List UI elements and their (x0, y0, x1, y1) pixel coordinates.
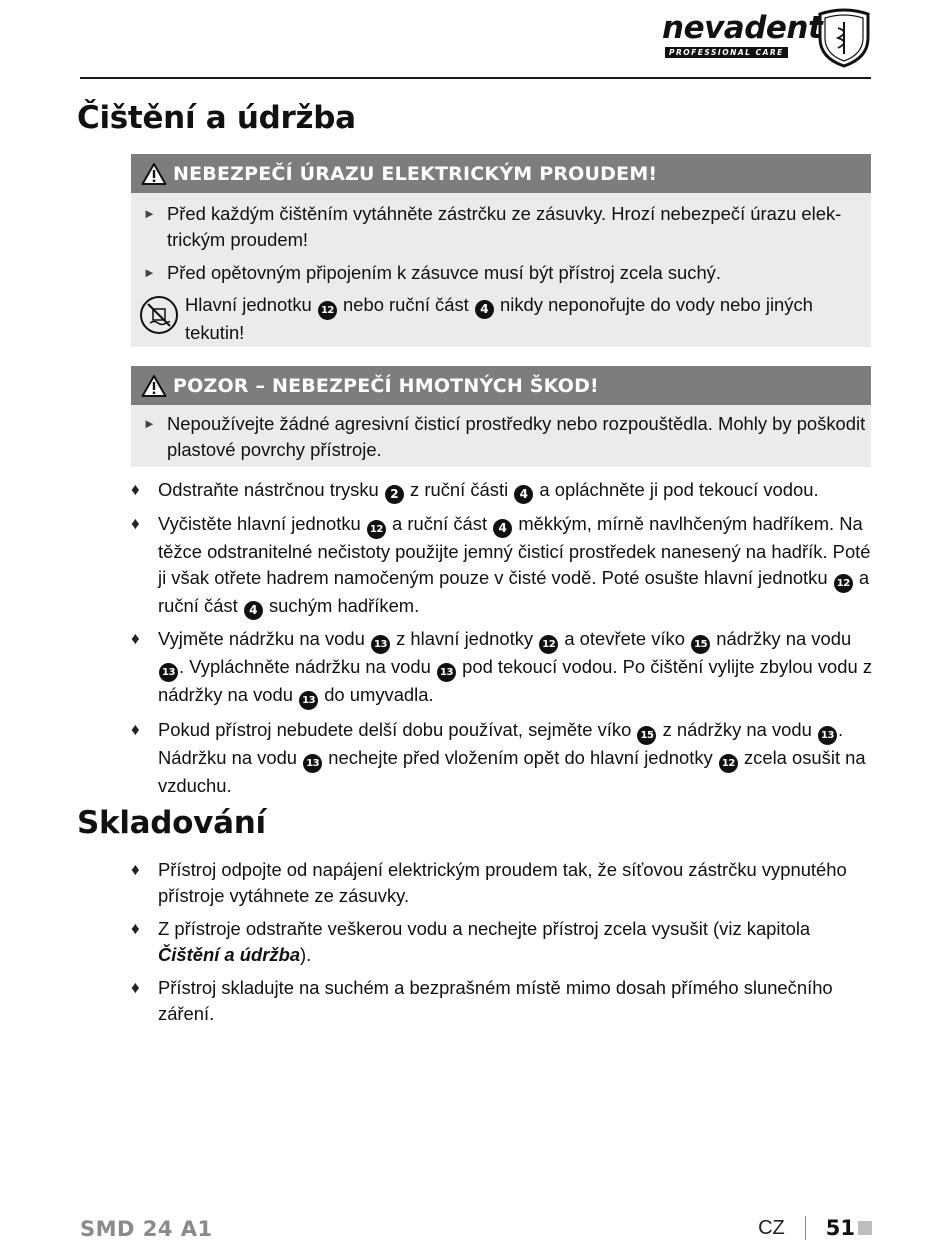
list-item: ♦ Přístroj odpojte od napájení elektrickým proudem tak, že síťovou zástrčku vypnutého přístroje vytáhnete ze zásuvky. (131, 859, 847, 907)
header-divider (80, 77, 871, 79)
list-item: ♦ Vyjměte nádržku na vodu 13 z hlavní jednotky 12 a otevřete víko 15 nádržky na vodu 13 . Vypláchněte nádržku na vodu 13 pod tekoucí vodou. Po čištění vylijte zbylou vodu z nádržky na vodu 13 do umyvadla. (131, 626, 876, 710)
warning-item-text: Před opětovným připojením k zásuvce musí být přístroj zcela suchý. (167, 262, 721, 283)
warning-item (131, 411, 871, 463)
list-item: ♦ Přístroj skladujte na suchém a bezprašném místě mimo dosah přímého slunečního záření. (131, 977, 833, 1025)
list-item: ♦ Odstraňte nástrčnou trysku 2 z ruční části 4 a opláchněte ji pod tekoucí vodou. (131, 477, 876, 504)
ref-number: 2 (385, 485, 404, 504)
ref-number: 13 (437, 663, 456, 682)
diamond-bullet-icon: ♦ (131, 719, 140, 739)
warning-header (131, 366, 871, 405)
warning-triangle-icon (141, 162, 167, 186)
ref-number: 12 (719, 754, 738, 773)
warning-item-text: Před každým čištěním vytáhněte zástrčku ze zásuvky. Hrozí nebezpečí úrazu elek-trickým proudem! (167, 203, 842, 250)
no-immersion-icon (139, 295, 179, 335)
warning-header (131, 154, 871, 193)
ref-number: 4 (493, 519, 512, 538)
diamond-bullet-icon: ♦ (131, 629, 140, 649)
warning-box-damage (131, 366, 871, 467)
warning-item-text: Nepoužívejte žádné agresivní čisticí prostředky nebo rozpouštědla. Mohly by poškodit plastové povrchy přístroje. (167, 413, 866, 460)
ref-number: 12 (834, 574, 853, 593)
diamond-bullet-icon: ♦ (131, 860, 140, 879)
ref-number: 4 (244, 601, 263, 620)
ref-number: 15 (691, 635, 710, 654)
warning-triangle-icon (141, 374, 167, 398)
ref-number: 13 (299, 691, 318, 710)
list-item: ♦ Pokud přístroj nebudete delší dobu používat, sejměte víko 15 z nádržky na vodu 13 . Nádržku na vodu 13 nechejte před vložením opět do hlavní jednotky 12 zcela osušit na vzduchu. (131, 718, 866, 796)
diamond-bullet-icon: ♦ (131, 480, 140, 499)
brand-logo (662, 8, 872, 70)
ref-number: 12 (318, 301, 337, 320)
footer-model: SMD 24 A1 (80, 1217, 213, 1241)
footer-pagination (758, 1216, 872, 1240)
warning-box-electric (131, 154, 871, 347)
section-title-cleaning: Čištění a údržba (77, 100, 356, 136)
warning-item (131, 260, 871, 286)
ref-number: 4 (475, 300, 494, 319)
ref-number: 12 (367, 520, 386, 539)
brand-tagline: PROFESSIONAL CARE (665, 47, 788, 58)
page-marker-icon (858, 1221, 872, 1235)
storage-steps-list (131, 857, 876, 1034)
ref-number: 13 (303, 754, 322, 773)
diamond-bullet-icon: ♦ (131, 978, 140, 998)
warning-item (131, 201, 871, 253)
ref-number: 12 (539, 635, 558, 654)
list-item: ♦ Z přístroje odstraňte veškerou vodu a nechejte přístroj zcela vysušit (viz kapitola Čištění a údržba). (131, 918, 811, 966)
warning-item-no-immersion: Hlavní jednotku 12 nebo ruční část 4 nikdy neponořujte do vody nebo jiných tekutin! (131, 292, 871, 346)
warning-heading: POZOR – NEBEZPEČÍ HMOTNÝCH ŠKOD! (173, 374, 599, 397)
chapter-reference: Čištění a údržba (158, 944, 301, 966)
brand-name: nevadent (662, 10, 823, 46)
page-number: 51 (825, 1216, 855, 1240)
arrow-icon: ► (143, 416, 156, 431)
list-item: ♦ Vyčistěte hlavní jednotku 12 a ruční část 4 měkkým, mírně navlhčeným hadříkem. Na těžce odstranitelné nečistoty použijte jemný čisticí prostředek nanesený na hadřík. Poté ji však otřete hadrem namočeným pouze v čisté vodě. Poté osušte hlavní jednotku 12 a ruční část 4 suchým hadříkem. (131, 511, 876, 620)
footer-language: CZ (758, 1216, 785, 1239)
footer-separator (805, 1216, 806, 1240)
ref-number: 13 (818, 726, 837, 745)
arrow-icon: ► (143, 265, 156, 280)
arrow-icon: ► (143, 206, 156, 221)
section-title-storage: Skladování (77, 805, 266, 841)
ref-number: 4 (514, 485, 533, 504)
ref-number: 15 (637, 726, 656, 745)
diamond-bullet-icon: ♦ (131, 513, 140, 533)
warning-heading: NEBEZPEČÍ ÚRAZU ELEKTRICKÝM PROUDEM! (173, 162, 658, 185)
shield-emblem-icon (816, 8, 872, 68)
cleaning-steps-list (131, 477, 876, 806)
diamond-bullet-icon: ♦ (131, 919, 140, 939)
ref-number: 13 (371, 635, 390, 654)
ref-number: 13 (159, 663, 178, 682)
